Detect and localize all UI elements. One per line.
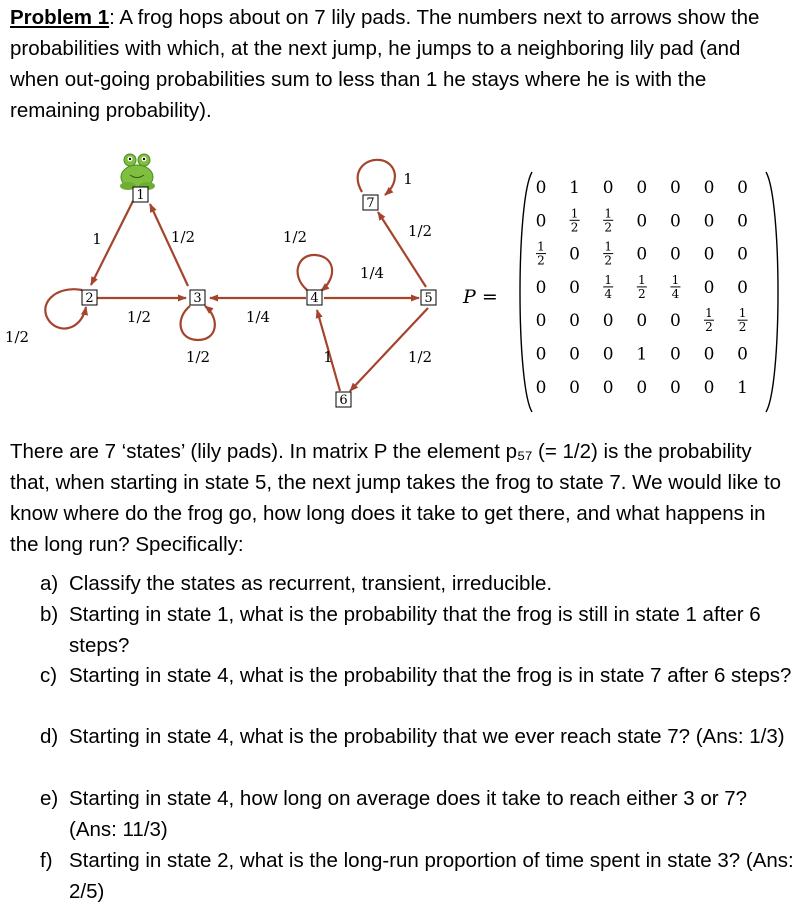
matrix-cell	[636, 345, 647, 365]
matrix-symbol: P =	[463, 286, 498, 308]
state-2-node	[82, 290, 97, 306]
matrix-cell	[670, 311, 681, 331]
matrix-cell	[737, 345, 748, 365]
matrix-cell	[536, 211, 547, 231]
matrix-cell	[636, 378, 647, 398]
svg-text:1: 1	[637, 272, 646, 287]
matrix-cell	[636, 245, 647, 265]
edge-label-loop-7: 1	[403, 170, 413, 188]
matrix-right-paren	[766, 172, 778, 412]
question-text: Starting in state 4, what is the probability that we ever reach state 7? (Ans: 1/3)	[69, 725, 785, 748]
loop-7	[358, 160, 395, 195]
matrix-cell	[704, 245, 715, 265]
edge-label-loop-2: 1/2	[4, 328, 30, 346]
svg-text:0: 0	[535, 311, 547, 332]
svg-text:2: 2	[705, 320, 713, 335]
svg-text:1: 1	[705, 306, 713, 321]
matrix-cell	[670, 345, 681, 365]
question-label: f)	[40, 849, 53, 872]
question-d	[40, 721, 800, 752]
explanation-paragraph: There are 7 ‘states’ (lily pads). In matrix P the element p₅₇ (= 1/2) is the probability that, when starting in state 5, the next jump takes the frog to state 7. We would like to know where do the frog go, how long does it take to get there, and what happens in the long run? Specifically:	[10, 440, 782, 556]
matrix-cell	[737, 245, 748, 265]
matrix-cell	[670, 378, 681, 398]
svg-text:1: 1	[570, 206, 579, 221]
matrix-cell	[569, 178, 580, 198]
question-c	[40, 660, 800, 691]
matrix-cell	[737, 278, 748, 298]
matrix-cell	[704, 378, 715, 398]
state-6-label: 6	[339, 393, 348, 408]
edge-label-4-5: 1/4	[359, 264, 385, 282]
loop-2	[45, 289, 86, 328]
problem-intro	[10, 2, 795, 126]
svg-text:0: 0	[703, 211, 715, 232]
question-label: d)	[40, 725, 59, 748]
svg-text:1: 1	[737, 377, 749, 398]
matrix-cell	[603, 378, 614, 398]
svg-text:0: 0	[669, 311, 681, 332]
matrix-cell	[637, 273, 647, 301]
state-5-node	[421, 290, 436, 306]
matrix-cell	[704, 306, 714, 334]
matrix-cell	[569, 345, 580, 365]
matrix-cell	[704, 345, 715, 365]
matrix-cell	[670, 178, 681, 198]
state-2-label: 2	[85, 291, 94, 306]
svg-text:0: 0	[569, 311, 581, 332]
svg-text:0: 0	[569, 277, 581, 298]
svg-text:2: 2	[570, 220, 579, 235]
state-5-label: 5	[424, 291, 433, 306]
question-f	[40, 845, 800, 907]
question-label: c)	[40, 664, 58, 687]
svg-text:0: 0	[569, 377, 581, 398]
question-text: Starting in state 1, what is the probability that the frog is still in state 1 after 6 steps?	[69, 603, 761, 657]
svg-text:4: 4	[671, 286, 680, 301]
edge-label-1-2: 1	[92, 230, 102, 248]
transition-matrix	[462, 172, 778, 412]
matrix-left-paren	[520, 172, 532, 412]
matrix-cell	[603, 178, 614, 198]
matrix-cell	[603, 273, 613, 301]
svg-text:1: 1	[537, 239, 545, 254]
matrix-cell	[704, 211, 715, 231]
svg-text:0: 0	[737, 178, 749, 198]
svg-text:2: 2	[738, 320, 747, 335]
question-b	[40, 599, 800, 661]
state-3-label: 3	[193, 291, 202, 306]
matrix-cell	[569, 245, 580, 265]
state-4-label: 4	[310, 291, 319, 306]
matrix-cell	[603, 206, 613, 234]
svg-text:1: 1	[604, 239, 613, 254]
edge-label-loop-4: 1/2	[282, 228, 308, 246]
svg-text:0: 0	[535, 178, 547, 198]
loop-3	[181, 306, 215, 340]
svg-text:0: 0	[569, 344, 581, 365]
matrix-cell	[536, 240, 546, 268]
svg-text:0: 0	[535, 344, 547, 365]
matrix-cell	[738, 306, 748, 334]
svg-text:0: 0	[737, 211, 749, 232]
matrix-cell	[636, 211, 647, 231]
svg-text:0: 0	[636, 377, 648, 398]
svg-text:0: 0	[669, 178, 681, 198]
matrix-cell	[670, 211, 681, 231]
matrix-cell	[603, 345, 614, 365]
intro-body: A frog hops about on 7 lily pads. The numbers next to arrows show the probabilities with which, at the next jump, he jumps to a neighboring lily pad (and when out-going probabilities sum to less than 1 he stays where he is with the remaining probability).	[10, 6, 760, 122]
svg-text:1: 1	[604, 206, 613, 221]
edge-label-5-7: 1/2	[407, 222, 433, 240]
state-7-label: 7	[366, 196, 375, 211]
svg-text:1: 1	[671, 272, 680, 287]
state-1-node	[133, 187, 148, 203]
svg-text:0: 0	[703, 344, 715, 365]
svg-text:0: 0	[636, 311, 648, 332]
svg-text:0: 0	[703, 178, 715, 198]
question-text: Starting in state 4, how long on average does it take to reach either 3 or 7? (Ans: 11/3)	[69, 787, 748, 841]
svg-text:0: 0	[669, 377, 681, 398]
svg-text:2: 2	[604, 253, 613, 268]
state-3-node	[190, 290, 205, 306]
state-4-node	[307, 290, 322, 306]
svg-text:0: 0	[669, 211, 681, 232]
svg-text:0: 0	[535, 211, 547, 232]
svg-text:0: 0	[703, 377, 715, 398]
state-7-node	[363, 195, 378, 211]
matrix-cell	[570, 206, 580, 234]
matrix-cell	[536, 278, 547, 298]
matrix-cell	[636, 178, 647, 198]
question-label: a)	[40, 572, 59, 595]
svg-text:0: 0	[737, 244, 749, 265]
svg-text:0: 0	[602, 344, 614, 365]
matrix-cell	[569, 378, 580, 398]
question-text: Starting in state 4, what is the probability that the frog is in state 7 after 6 steps?	[69, 664, 792, 687]
edge-label-5-6: 1/2	[407, 348, 433, 366]
svg-text:1: 1	[738, 306, 747, 321]
matrix-cell	[704, 278, 715, 298]
svg-text:4: 4	[604, 286, 613, 301]
matrix-cell	[603, 240, 613, 268]
svg-text:0: 0	[535, 277, 547, 298]
question-a	[40, 568, 800, 599]
svg-text:0: 0	[636, 178, 648, 198]
svg-text:0: 0	[669, 344, 681, 365]
matrix-cell	[536, 311, 547, 331]
state-1-label: 1	[136, 188, 145, 203]
matrix-cell	[569, 311, 580, 331]
matrix-cell	[569, 278, 580, 298]
matrix-cell	[536, 378, 547, 398]
matrix-cell	[603, 311, 614, 331]
svg-text:0: 0	[636, 244, 648, 265]
frog-icon	[120, 154, 155, 190]
edge-label-3-1: 1/2	[170, 228, 196, 246]
state-6-node	[336, 392, 351, 408]
svg-text:0: 0	[569, 244, 581, 265]
svg-text:0: 0	[602, 377, 614, 398]
matrix-cell	[636, 311, 647, 331]
svg-text:2: 2	[604, 220, 613, 235]
svg-text:1: 1	[636, 344, 648, 365]
matrix-cell	[737, 378, 748, 398]
svg-text:0: 0	[602, 311, 614, 332]
svg-text:2: 2	[637, 286, 646, 301]
svg-text:1: 1	[569, 178, 581, 198]
problem-title: Problem 1	[10, 6, 110, 29]
question-text: Classify the states as recurrent, transient, irreducible.	[69, 572, 553, 595]
svg-text:0: 0	[703, 277, 715, 298]
svg-text:0: 0	[737, 344, 749, 365]
title-colon: :	[109, 6, 115, 29]
question-label: b)	[40, 603, 59, 626]
svg-text:0: 0	[703, 244, 715, 265]
svg-text:0: 0	[636, 211, 648, 232]
matrix-cell	[737, 211, 748, 231]
edge-label-2-3: 1/2	[126, 308, 152, 326]
svg-text:2: 2	[537, 253, 545, 268]
svg-text:0: 0	[535, 377, 547, 398]
matrix-cell	[670, 273, 680, 301]
svg-text:0: 0	[602, 178, 614, 198]
question-e	[40, 783, 800, 845]
question-label: e)	[40, 787, 59, 810]
matrix-cell	[670, 245, 681, 265]
loop-4	[298, 255, 333, 291]
markov-chain-figure	[0, 140, 802, 415]
matrix-cell	[704, 178, 715, 198]
matrix-cell	[536, 345, 547, 365]
matrix-cell	[536, 178, 547, 198]
question-text: Starting in state 2, what is the long-run proportion of time spent in state 3? (Ans: 2/5)	[69, 849, 794, 903]
svg-text:0: 0	[669, 244, 681, 265]
matrix-cell	[737, 178, 748, 198]
edge-label-4-3: 1/4	[245, 308, 271, 326]
edge-label-loop-3: 1/2	[185, 348, 211, 366]
edge-label-6-4: 1	[323, 348, 333, 366]
svg-text:0: 0	[737, 277, 749, 298]
svg-text:1: 1	[604, 272, 613, 287]
